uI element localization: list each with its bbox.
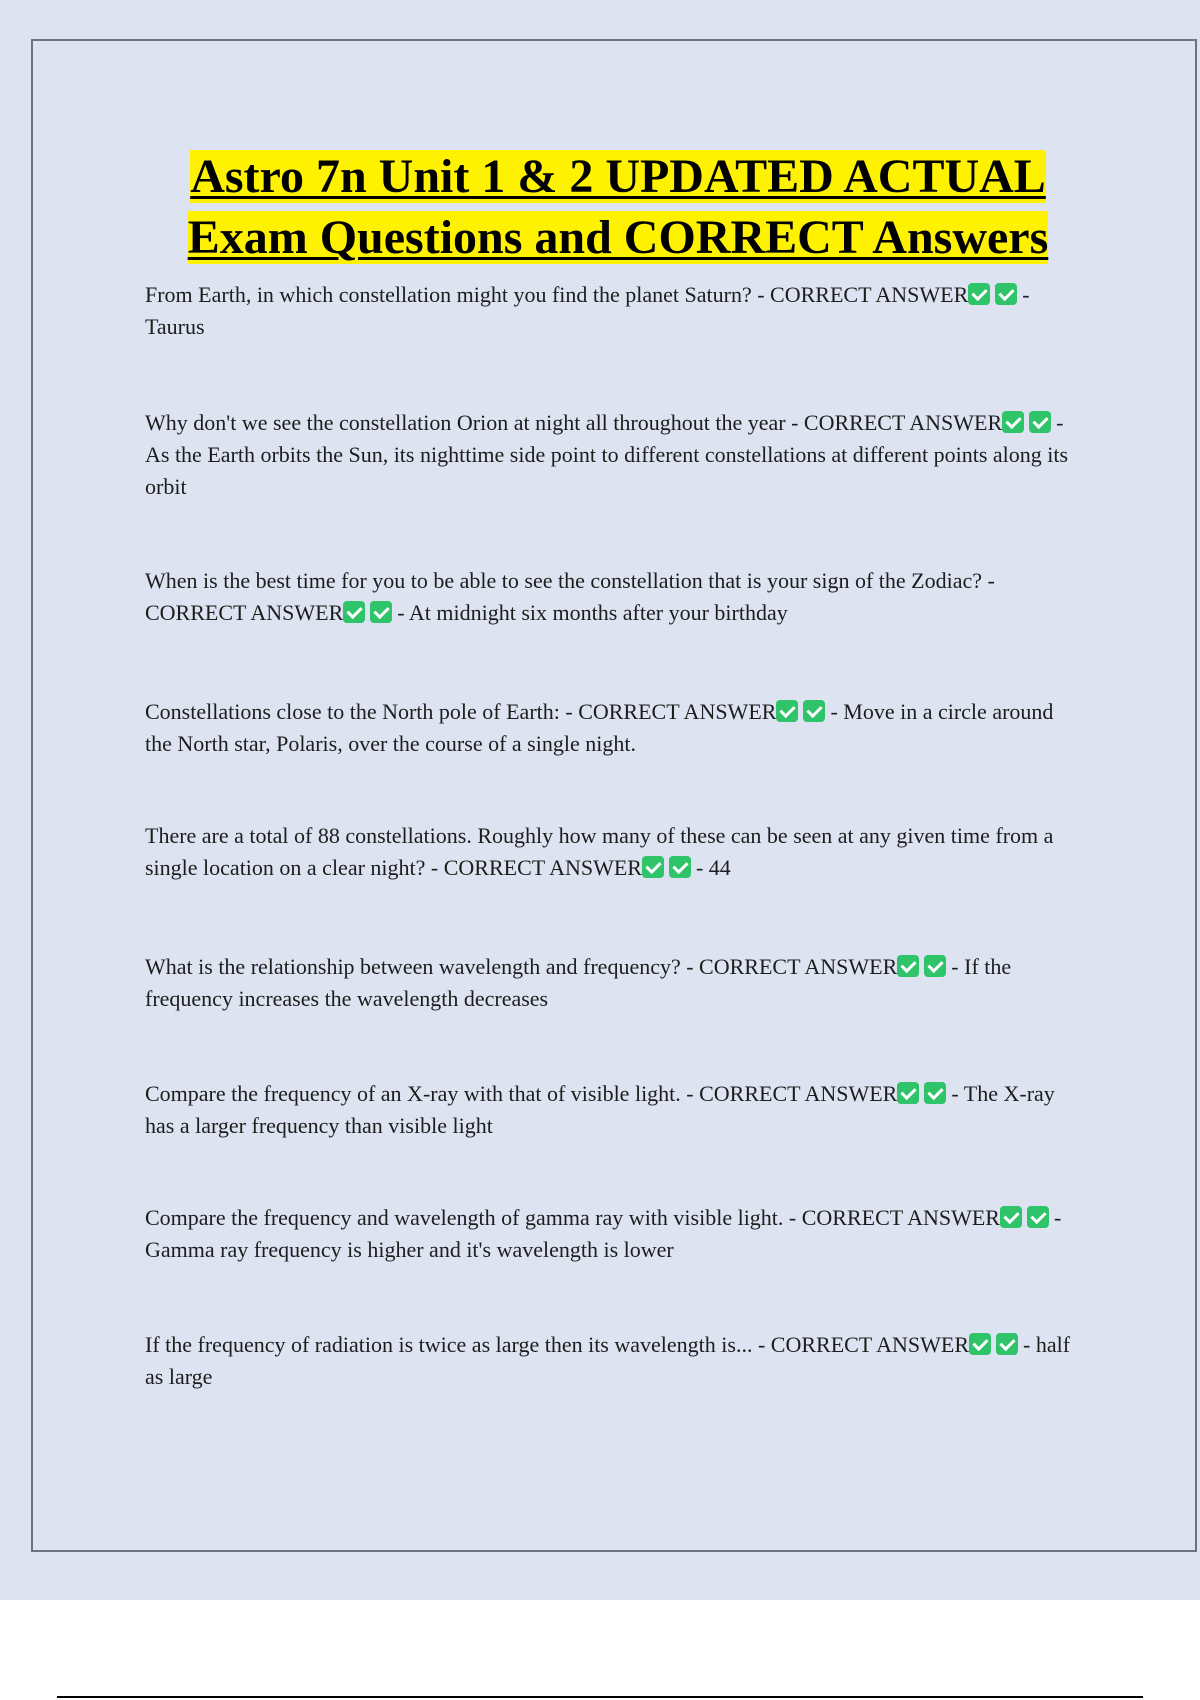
check-mark-icon (669, 856, 691, 878)
question-text: If the frequency of radiation is twice as large then its wavelength is... (145, 1332, 753, 1357)
check-mark-icon (343, 601, 365, 623)
check-mark-icon (924, 1082, 946, 1104)
answer-marker: - CORRECT ANSWER (565, 699, 777, 724)
qa-item-3: When is the best time for you to be able to see the constellation that is your sign of the Zodiac? - CORRECT ANSWER - At midnight six months after your birthday (145, 568, 995, 625)
check-mark-icon (996, 1333, 1018, 1355)
question-text: What is the relationship between wavelength and frequency? (145, 954, 681, 979)
check-mark-icon (1002, 411, 1024, 433)
check-mark-icon (969, 1333, 991, 1355)
question-text: Constellations close to the North pole of Earth: (145, 699, 560, 724)
document-title (0, 146, 1200, 268)
answer-marker: - CORRECT ANSWER (791, 410, 1003, 435)
answer-text: Move in a circle around the North star, Polaris, over the course of a single night. (145, 699, 1054, 756)
answer-text: If the frequency increases the wavelength decreases (145, 954, 1012, 1011)
check-mark-icon (897, 1082, 919, 1104)
answer-text: At midnight six months after your birthday (408, 600, 788, 625)
check-mark-icon (1027, 1206, 1049, 1228)
qa-item-6: What is the relationship between wavelength and frequency? - CORRECT ANSWER - If the frequency increases the wavelength decreases (145, 954, 1012, 1011)
answer-marker: - CORRECT ANSWER (757, 1332, 970, 1357)
check-mark-icon (642, 856, 664, 878)
footer-divider (57, 1696, 1143, 1698)
question-text: Compare the frequency of an X-ray with that of visible light. (145, 1081, 681, 1106)
answer-text: half as large (145, 1332, 1071, 1389)
answer-marker: - CORRECT ANSWER (686, 1081, 898, 1106)
title-line-2: Exam Questions and CORRECT Answers (187, 211, 1049, 264)
answer-text: Taurus (145, 314, 205, 339)
question-text: Why don't we see the constellation Orion at night all throughout the year (145, 410, 786, 435)
check-mark-icon (1000, 1206, 1022, 1228)
question-text: From Earth, in which constellation might you find the planet Saturn? (145, 282, 752, 307)
question-text: When is the best time for you to be able to see the constellation that is your sign of the Zodiac? (145, 568, 982, 593)
check-mark-icon (995, 283, 1017, 305)
question-text: Compare the frequency and wavelength of gamma ray with visible light. (145, 1205, 784, 1230)
check-mark-icon (1029, 411, 1051, 433)
title-line-1: Astro 7n Unit 1 & 2 UPDATED ACTUAL (190, 150, 1046, 203)
answer-text: Gamma ray frequency is higher and it's wavelength is lower (145, 1237, 674, 1262)
answer-marker: - CORRECT ANSWER (757, 282, 969, 307)
qa-item-9: If the frequency of radiation is twice as large then its wavelength is... - CORRECT ANSWER - half as large (145, 1332, 1071, 1389)
check-mark-icon (924, 955, 946, 977)
qa-item-2: Why don't we see the constellation Orion at night all throughout the year - CORRECT ANSWER - As the Earth orbits the Sun, its nighttime side point to different constellations at different points along its orbit (145, 410, 1069, 499)
check-mark-icon (897, 955, 919, 977)
check-mark-icon (968, 283, 990, 305)
qa-item-5: There are a total of 88 constellations. Roughly how many of these can be seen at any given time from a single location on a clear night? - CORRECT ANSWER - 44 (145, 823, 1054, 880)
answer-marker: - CORRECT ANSWER (145, 568, 995, 625)
check-mark-icon (370, 601, 392, 623)
qa-item-7: Compare the frequency of an X-ray with that of visible light. - CORRECT ANSWER - The X-ray has a larger frequency than visible light (145, 1081, 1055, 1138)
answer-marker: - CORRECT ANSWER (686, 954, 898, 979)
answer-text: 44 (708, 855, 731, 880)
answer-text: The X-ray has a larger frequency than visible light (145, 1081, 1055, 1138)
qa-item-4: Constellations close to the North pole of Earth: - CORRECT ANSWER - Move in a circle around the North star, Polaris, over the course of a single night. (145, 699, 1054, 756)
question-text: There are a total of 88 constellations. Roughly how many of these can be seen at any given time from a single location on a clear night? (145, 823, 1054, 880)
check-mark-icon (803, 700, 825, 722)
answer-marker: - CORRECT ANSWER (430, 855, 642, 880)
qa-item-8: Compare the frequency and wavelength of gamma ray with visible light. - CORRECT ANSWER - Gamma ray frequency is higher and it's wavelength is lower (145, 1205, 1062, 1262)
check-mark-icon (776, 700, 798, 722)
answer-text: As the Earth orbits the Sun, its nighttime side point to different constellations at different points along its orbit (145, 442, 1069, 499)
answer-marker: - CORRECT ANSWER (788, 1205, 1000, 1230)
qa-item-1: From Earth, in which constellation might you find the planet Saturn? - CORRECT ANSWER - Taurus (145, 282, 1030, 339)
